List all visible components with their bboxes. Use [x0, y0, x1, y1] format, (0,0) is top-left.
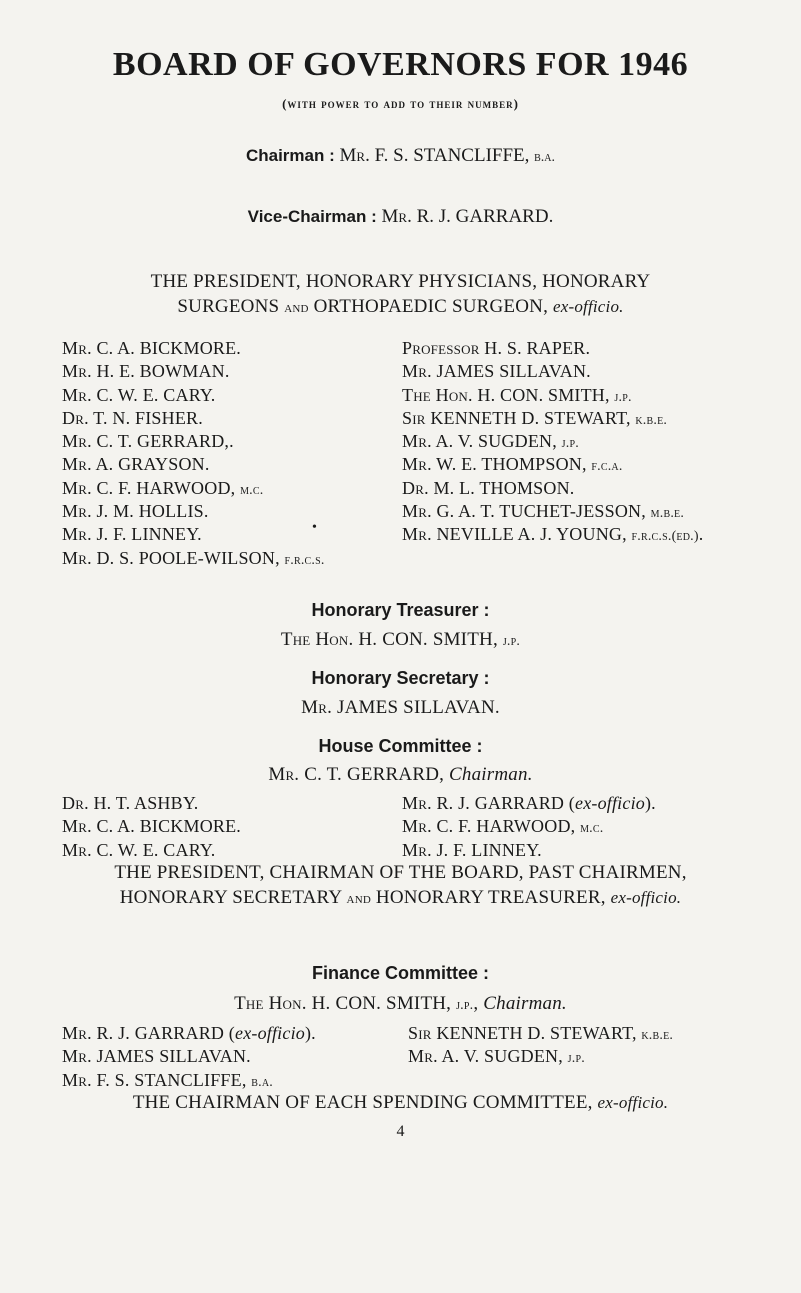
bullet-dot: • [312, 520, 317, 535]
house-ex-officio-line-2: HONORARY SECRETARY and HONORARY TREASURER, ex-officio. [119, 887, 682, 908]
ex-officio-line-1: THE PRESIDENT, HONORARY PHYSICIANS, HONORARY [150, 271, 651, 292]
finance-committee-chairman: The Hon. H. CON. SMITH, j.p., Chairman. [234, 993, 567, 1014]
member-entry: Dr. M. L. THOMSON. [402, 477, 575, 498]
member-entry: Mr. G. A. T. TUCHET-JESSON, m.b.e. [402, 501, 685, 522]
members-right-column [402, 337, 703, 547]
member-title: Mr. [62, 454, 92, 475]
house-committee-heading: House Committee : [318, 736, 483, 756]
member-entry: Mr. A. V. SUGDEN, j.p. [402, 431, 579, 452]
member-entry: Mr. W. E. THOMPSON, f.c.a. [402, 454, 623, 475]
finance-member: Mr. JAMES SILLAVAN. [62, 1046, 251, 1067]
house-ex-officio-line-1: THE PRESIDENT, CHAIRMAN OF THE BOARD, PAST CHAIRMEN, [114, 862, 687, 883]
member-title: Mr. [402, 431, 432, 452]
member-qualification: f.r.c.s.(ed.) [631, 529, 699, 545]
member-entry: Mr. C. F. HARWOOD, m.c. [62, 477, 264, 498]
ex-officio-line-2: SURGEONS and ORTHOPAEDIC SURGEON, ex-officio. [177, 296, 624, 317]
finance-member: Sir KENNETH D. STEWART, k.b.e. [408, 1023, 674, 1043]
house-left-column [62, 792, 241, 862]
member-title: Mr. [62, 477, 92, 498]
member-title: Dr. [402, 477, 429, 498]
finance-member: Mr. F. S. STANCLIFFE, b.a. [62, 1069, 273, 1090]
member-entry: Dr. T. N. FISHER. [62, 407, 203, 428]
finance-member: Mr. A. V. SUGDEN, j.p. [408, 1046, 585, 1067]
member-entry: Mr. J. M. HOLLIS. [62, 501, 209, 522]
house-member: Mr. R. J. GARRARD (ex-officio). [402, 793, 656, 813]
member-entry: Mr. C. A. BICKMORE. [62, 338, 242, 358]
member-title: Mr. [62, 361, 92, 382]
member-title: Mr. [62, 547, 92, 568]
vice-chairman-name: Mr. R. J. GARRARD. [381, 206, 554, 227]
finance-ex-officio-line: THE CHAIRMAN OF EACH SPENDING COMMITTEE, ex-officio. [132, 1092, 669, 1113]
member-entry: The Hon. H. CON. SMITH, j.p. [402, 384, 632, 405]
page-title: BOARD OF GOVERNORS FOR 1946 [112, 46, 689, 83]
member-title: Professor [402, 338, 480, 358]
member-qualification: j.p. [614, 389, 632, 405]
member-entry: Mr. J. F. LINNEY. [62, 524, 202, 545]
members-left-column [62, 337, 325, 570]
member-entry: Sir KENNETH D. STEWART, k.b.e. [402, 407, 668, 428]
vice-chairman-label: Vice-Chairman : [247, 207, 377, 226]
finance-committee-heading: Finance Committee : [311, 963, 490, 983]
chairman-name: Mr. F. S. STANCLIFFE, b.a. [339, 145, 556, 166]
secretary-heading: Honorary Secretary : [311, 668, 490, 688]
member-qualification: f.r.c.s. [284, 552, 325, 568]
member-title: Mr. [402, 454, 432, 475]
member-title: Mr. [62, 524, 92, 545]
page-subtitle: (with power to add to their number) [282, 96, 519, 111]
member-qualification: m.b.e. [650, 506, 685, 522]
chairman-line [0, 145, 801, 167]
member-qualification: k.b.e. [635, 412, 668, 428]
member-title: Mr. [402, 501, 432, 522]
member-title: Sir [402, 407, 426, 428]
finance-right-column [408, 1022, 673, 1069]
member-entry: Professor H. S. RAPER. [402, 338, 591, 358]
vice-chairman-line [0, 206, 801, 228]
chairman-label: Chairman : [245, 146, 335, 165]
finance-left-column [62, 1022, 316, 1092]
house-committee-chairman: Mr. C. T. GERRARD, Chairman. [268, 764, 533, 785]
member-title: Mr. [62, 338, 92, 358]
member-entry: Mr. NEVILLE A. J. YOUNG, f.r.c.s.(ed.). [402, 524, 704, 545]
member-entry: Mr. A. GRAYSON. [62, 454, 210, 475]
member-entry: Mr. C. W. E. CARY. [62, 384, 216, 405]
finance-member: Mr. R. J. GARRARD (ex-officio). [62, 1023, 316, 1043]
member-title: Mr. [402, 524, 432, 545]
member-entry: Mr. H. E. BOWMAN. [62, 361, 230, 382]
treasurer-name: The Hon. H. CON. SMITH, j.p. [280, 629, 521, 650]
house-member: Mr. C. W. E. CARY. [62, 839, 216, 860]
house-member: Mr. J. F. LINNEY. [402, 839, 542, 860]
member-qualification: f.c.a. [591, 459, 623, 475]
member-title: Dr. [62, 407, 89, 428]
house-member: Dr. H. T. ASHBY. [62, 793, 199, 813]
house-member: Mr. C. F. HARWOOD, m.c. [402, 816, 604, 837]
member-entry: Mr. C. T. GERRARD,. [62, 431, 234, 452]
house-right-column [402, 792, 656, 862]
treasurer-heading: Honorary Treasurer : [311, 600, 490, 620]
secretary-name: Mr. JAMES SILLAVAN. [301, 697, 500, 718]
house-member: Mr. C. A. BICKMORE. [62, 816, 242, 837]
member-title: Mr. [62, 501, 92, 522]
member-qualification: m.c. [240, 482, 264, 498]
member-entry: Mr. D. S. POOLE-WILSON, f.r.c.s. [62, 547, 325, 568]
member-qualification: j.p. [561, 436, 579, 452]
member-title: Mr. [62, 384, 92, 405]
member-title: Mr. [402, 361, 432, 382]
member-entry: Mr. JAMES SILLAVAN. [402, 361, 591, 382]
member-title: Mr. [62, 431, 92, 452]
member-title: The Hon. [402, 384, 473, 405]
page-number: 4 [396, 1123, 405, 1140]
